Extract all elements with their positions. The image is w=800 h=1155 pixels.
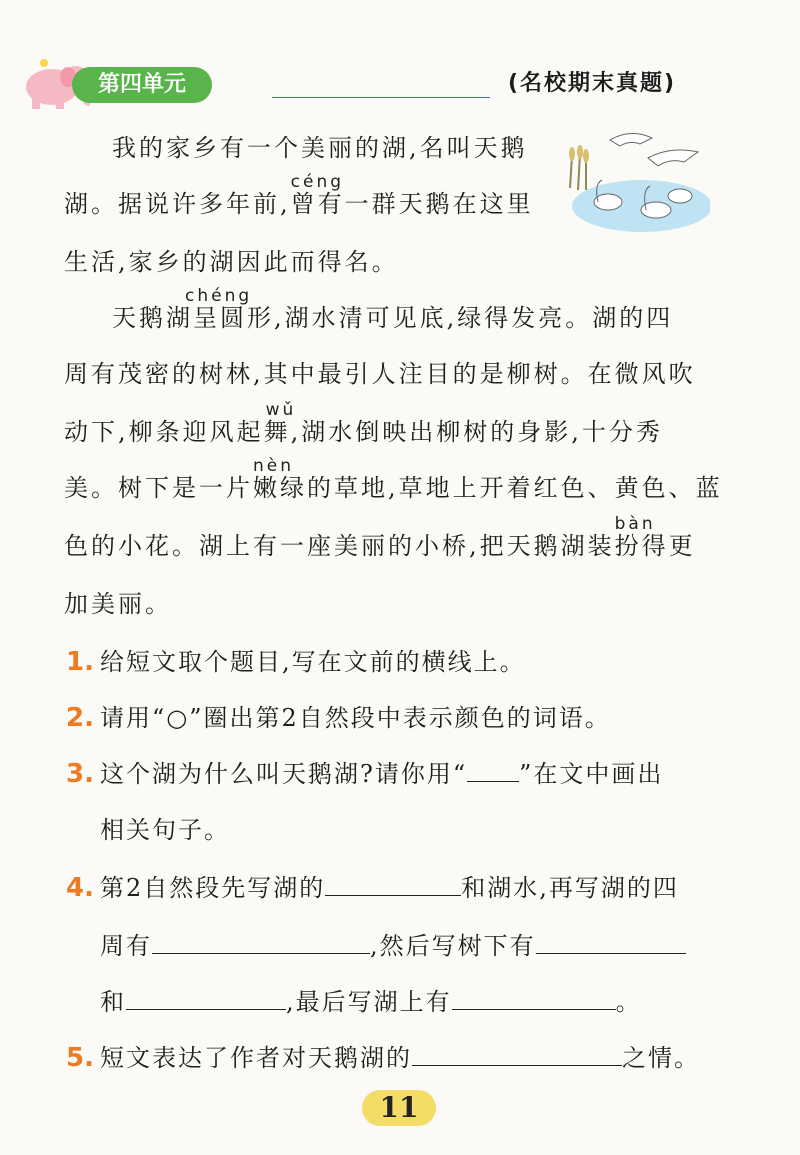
question-text: 短文表达了作者对天鹅湖的 [100,1044,412,1072]
ruby-char [290,172,345,218]
question-text: ,最后写湖上有 [286,988,452,1016]
question-text: 和 [100,988,126,1016]
question-text: 给短文取个题目,写在文前的横线上。 [100,648,526,676]
question-text: ,然后写树下有 [370,932,536,960]
ruby-base: 舞 [263,418,291,446]
question-4-line3 [100,982,642,1022]
text-run: 绿的草地,草地上开着红色、黄色、蓝 [280,474,723,502]
unit-label: 第四单元 [72,67,212,103]
text-run: ,湖水倒映出柳树的身影,十分秀 [290,418,663,446]
pinyin: chéng [185,286,253,306]
question-4 [66,868,679,908]
question-text: 和湖水,再写湖的四 [461,874,679,902]
ruby-base: 嫩 [253,474,280,502]
question-1 [66,642,526,682]
passage-p1-line2 [64,172,534,222]
question-number: 3. [66,759,94,789]
question-3-line2: 相关句子。 [100,816,230,844]
ruby-char [614,514,656,560]
passage-p2-line5 [64,514,696,564]
question-number: 2. [66,703,94,733]
text-run: 湖。据说许多年前, [64,190,291,218]
question-5 [66,1038,700,1078]
question-text: ”在文中画出 [519,760,664,788]
page-number: 11 [379,1091,419,1124]
swan-lake-illustration [560,118,710,236]
answer-blank[interactable] [152,927,370,954]
question-4-line2 [100,926,686,966]
question-text: 请用“○”圈出第2自然段中表示颜色的词语。 [100,704,611,732]
pinyin: wǔ [265,400,297,420]
passage-p1-line1: 我的家乡有一个美丽的湖,名叫天鹅 [112,134,528,162]
question-text: 第2自然段先写湖的 [100,874,326,902]
question-text: 。 [615,988,642,1016]
answer-blank[interactable] [452,983,616,1010]
pinyin: bàn [614,514,656,534]
question-2 [66,698,611,738]
passage-p1-line3: 生活,家乡的湖因此而得名。 [64,248,399,276]
pinyin: nèn [253,456,295,476]
question-number: 4. [66,873,94,903]
pinyin: céng [290,172,345,192]
question-number: 1. [66,647,94,677]
question-text: 这个湖为什么叫天鹅湖?请你用“ [100,760,468,788]
passage-p2-line1 [112,286,674,336]
text-run: 有一群天鹅在这里 [317,190,534,218]
text-run: 天鹅湖 [112,304,193,332]
ruby-base: 扮 [614,532,642,560]
passage-p2-line4 [64,456,723,506]
text-run: 美。树下是一片 [64,474,253,502]
text-run: 圆形,湖水清可见底,绿得发亮。湖的四 [220,304,674,332]
text-run: 动下,柳条迎风起 [64,418,264,446]
unit-badge [14,55,214,111]
question-number: 5. [66,1043,94,1073]
ruby-char [253,456,295,502]
page-header [0,0,800,120]
question-text: 周有 [100,932,152,960]
question-3 [66,754,663,794]
exam-tag: (名校期末真题) [508,71,677,96]
answer-blank[interactable] [325,869,461,896]
text-run: 色的小花。湖上有一座美丽的小桥,把天鹅湖装 [64,532,615,560]
title-blank-line [272,97,490,98]
passage-p2-line3 [64,400,663,450]
passage-p2-line6: 加美丽。 [64,590,172,618]
ruby-base: 呈 [193,304,220,332]
ruby-char [185,286,253,332]
answer-blank[interactable] [412,1039,622,1066]
answer-blank[interactable] [536,927,686,954]
ruby-base: 曾 [290,190,318,218]
underline-sample [467,755,519,782]
question-text: 之情。 [622,1044,700,1072]
text-run: 得更 [641,532,696,560]
answer-blank[interactable] [126,983,286,1010]
ruby-char [263,400,297,446]
passage-p2-line2: 周有茂密的树林,其中最引人注目的是柳树。在微风吹 [64,360,696,388]
